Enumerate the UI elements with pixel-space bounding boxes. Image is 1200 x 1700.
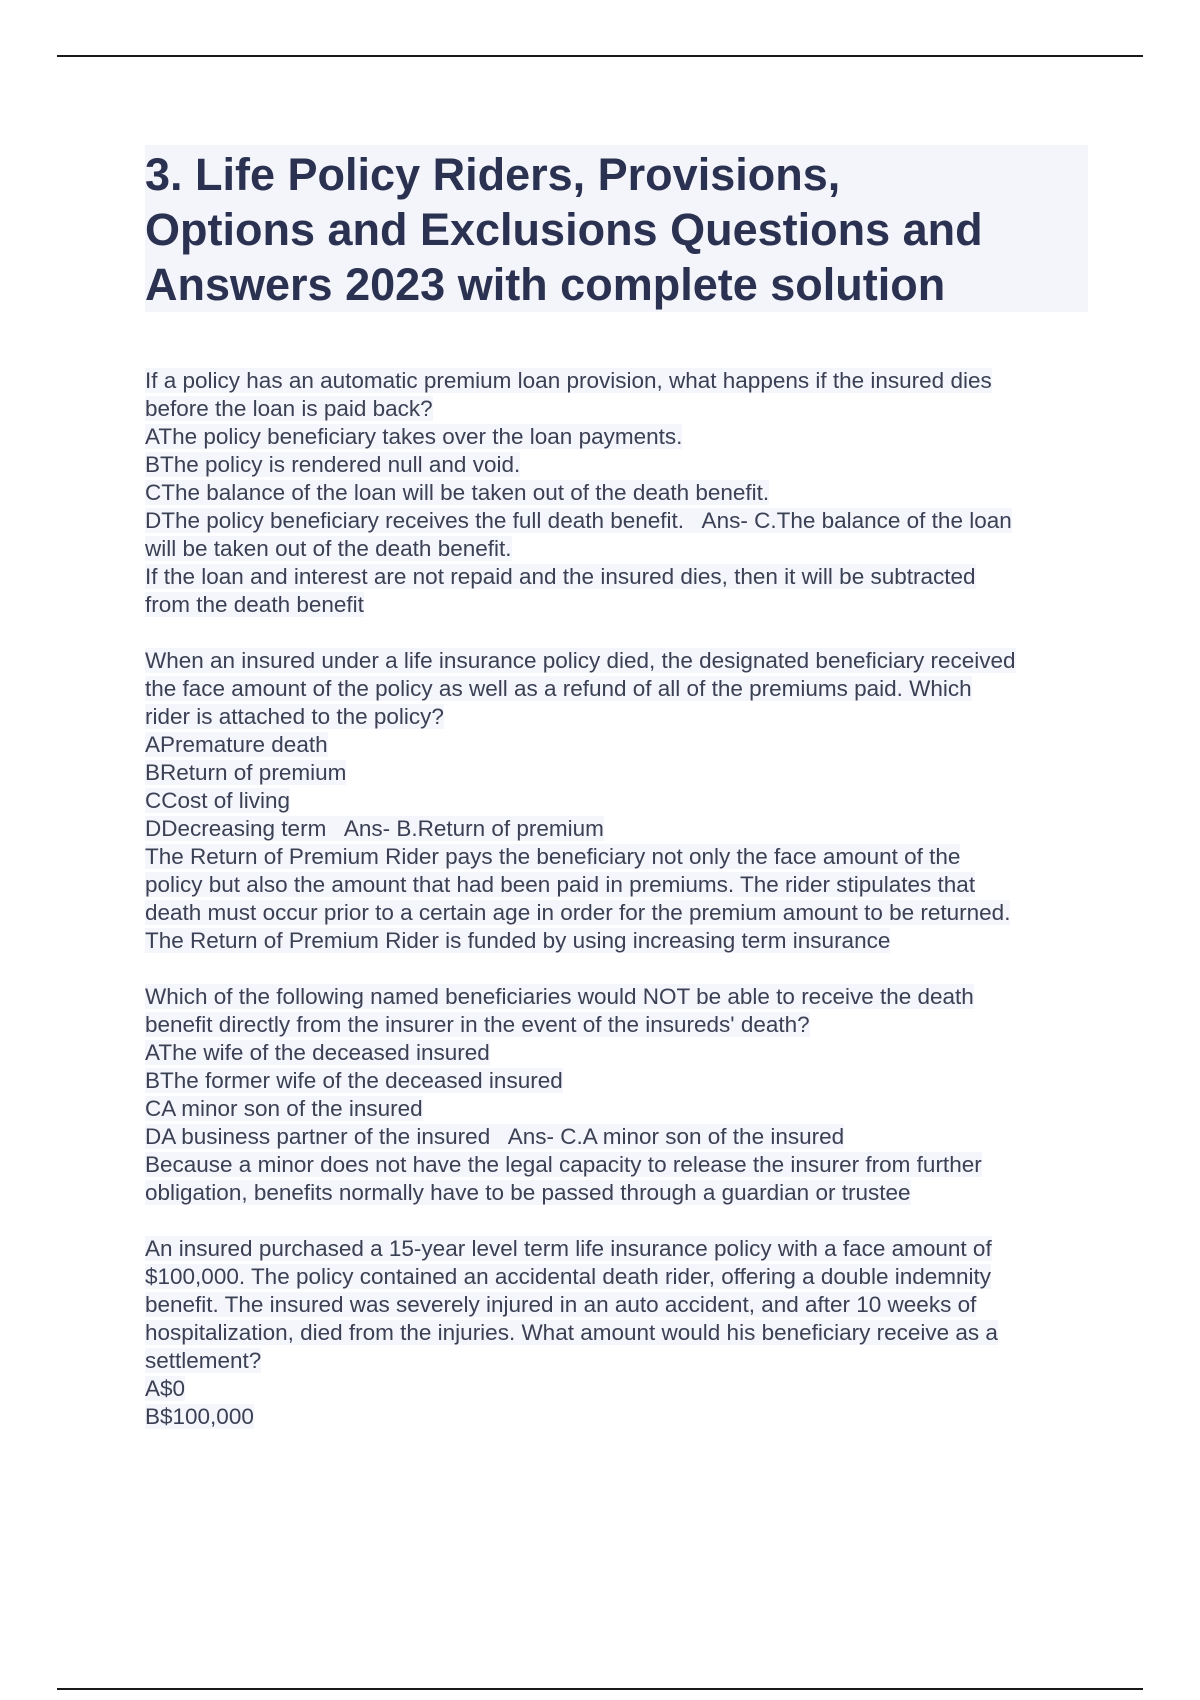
question-line xyxy=(145,1263,1095,1291)
question-line xyxy=(145,591,1095,619)
question-line xyxy=(145,1011,1095,1039)
question-line xyxy=(145,1291,1095,1319)
question-line-text: CThe balance of the loan will be taken out of the death benefit. xyxy=(145,480,770,505)
question-line xyxy=(145,507,1095,535)
question-line xyxy=(145,759,1095,787)
question-line xyxy=(145,731,1095,759)
question-line-text: DA business partner of the insured Ans- C.A minor son of the insured xyxy=(145,1124,845,1149)
question-line xyxy=(145,367,1095,395)
question-line-text: CA minor son of the insured xyxy=(145,1096,423,1121)
question-line xyxy=(145,1039,1095,1067)
question-line-text: obligation, benefits normally have to be passed through a guardian or trustee xyxy=(145,1180,911,1205)
question-line-text: APremature death xyxy=(145,732,328,757)
question-line-text: The Return of Premium Rider is funded by using increasing term insurance xyxy=(145,928,891,953)
question-line xyxy=(145,1179,1095,1207)
question-line xyxy=(145,1403,1095,1431)
title-line: 3. Life Policy Riders, Provisions, xyxy=(145,149,841,200)
question-line-text: Which of the following named beneficiaries would NOT be able to receive the death xyxy=(145,984,974,1009)
question-line xyxy=(145,899,1095,927)
question-line xyxy=(145,1095,1095,1123)
question-line-text: policy but also the amount that had been paid in premiums. The rider stipulates that xyxy=(145,872,976,897)
question-line xyxy=(145,927,1095,955)
footer-rule xyxy=(57,1688,1143,1690)
question-block xyxy=(145,983,1095,1207)
question-line-text: AThe policy beneficiary takes over the loan payments. xyxy=(145,424,683,449)
qa-content xyxy=(145,367,1095,1459)
question-line xyxy=(145,535,1095,563)
question-line-text: CCost of living xyxy=(145,788,291,813)
question-line-text: before the loan is paid back? xyxy=(145,396,433,421)
question-line xyxy=(145,675,1095,703)
question-line-text: the face amount of the policy as well as a refund of all of the premiums paid. Which xyxy=(145,676,972,701)
question-block xyxy=(145,647,1095,955)
question-line xyxy=(145,647,1095,675)
question-line-text: DThe policy beneficiary receives the full death benefit. Ans- C.The balance of the loan xyxy=(145,508,1012,533)
question-line-text: DDecreasing term Ans- B.Return of premium xyxy=(145,816,604,841)
question-line-text: settlement? xyxy=(145,1348,262,1373)
question-line xyxy=(145,479,1095,507)
question-line-text: Because a minor does not have the legal capacity to release the insurer from further xyxy=(145,1152,982,1177)
question-line-text: hospitalization, died from the injuries. What amount would his beneficiary receive as a xyxy=(145,1320,998,1345)
question-line-text: An insured purchased a 15-year level term life insurance policy with a face amount of xyxy=(145,1236,992,1261)
title-line: Options and Exclusions Questions and xyxy=(145,204,983,255)
question-line xyxy=(145,423,1095,451)
question-line-text: The Return of Premium Rider pays the beneficiary not only the face amount of the xyxy=(145,844,961,869)
question-line xyxy=(145,451,1095,479)
question-line xyxy=(145,843,1095,871)
question-line-text: A$0 xyxy=(145,1376,186,1401)
question-line-text: rider is attached to the policy? xyxy=(145,704,444,729)
title-block xyxy=(145,145,1088,312)
question-line-text: BThe policy is rendered null and void. xyxy=(145,452,521,477)
question-line xyxy=(145,1067,1095,1095)
question-line xyxy=(145,787,1095,815)
question-line-text: B$100,000 xyxy=(145,1404,254,1429)
question-line xyxy=(145,871,1095,899)
question-line xyxy=(145,1347,1095,1375)
question-line xyxy=(145,1375,1095,1403)
question-line xyxy=(145,703,1095,731)
question-line-text: $100,000. The policy contained an accidental death rider, offering a double indemnity xyxy=(145,1264,992,1289)
question-line-text: benefit directly from the insurer in the event of the insureds' death? xyxy=(145,1012,810,1037)
question-line-text: AThe wife of the deceased insured xyxy=(145,1040,490,1065)
question-line-text: benefit. The insured was severely injured in an auto accident, and after 10 weeks of xyxy=(145,1292,977,1317)
question-block xyxy=(145,367,1095,619)
question-line-text: death must occur prior to a certain age in order for the premium amount to be returned. xyxy=(145,900,1011,925)
question-line xyxy=(145,1151,1095,1179)
question-line xyxy=(145,563,1095,591)
question-line xyxy=(145,1319,1095,1347)
question-line-text: If the loan and interest are not repaid and the insured dies, then it will be subtracted xyxy=(145,564,976,589)
question-line xyxy=(145,815,1095,843)
question-line xyxy=(145,983,1095,1011)
question-line-text: BReturn of premium xyxy=(145,760,347,785)
question-line-text: BThe former wife of the deceased insured xyxy=(145,1068,563,1093)
question-line-text: If a policy has an automatic premium loan provision, what happens if the insured dies xyxy=(145,368,992,393)
question-line-text: will be taken out of the death benefit. xyxy=(145,536,512,561)
question-line xyxy=(145,1235,1095,1263)
question-line-text: from the death benefit xyxy=(145,592,364,617)
question-line xyxy=(145,395,1095,423)
title-line: Answers 2023 with complete solution xyxy=(145,259,946,310)
question-block xyxy=(145,1235,1095,1431)
document-title xyxy=(145,147,1088,312)
question-line-text: When an insured under a life insurance policy died, the designated beneficiary received xyxy=(145,648,1016,673)
header-rule xyxy=(57,55,1143,57)
question-line xyxy=(145,1123,1095,1151)
